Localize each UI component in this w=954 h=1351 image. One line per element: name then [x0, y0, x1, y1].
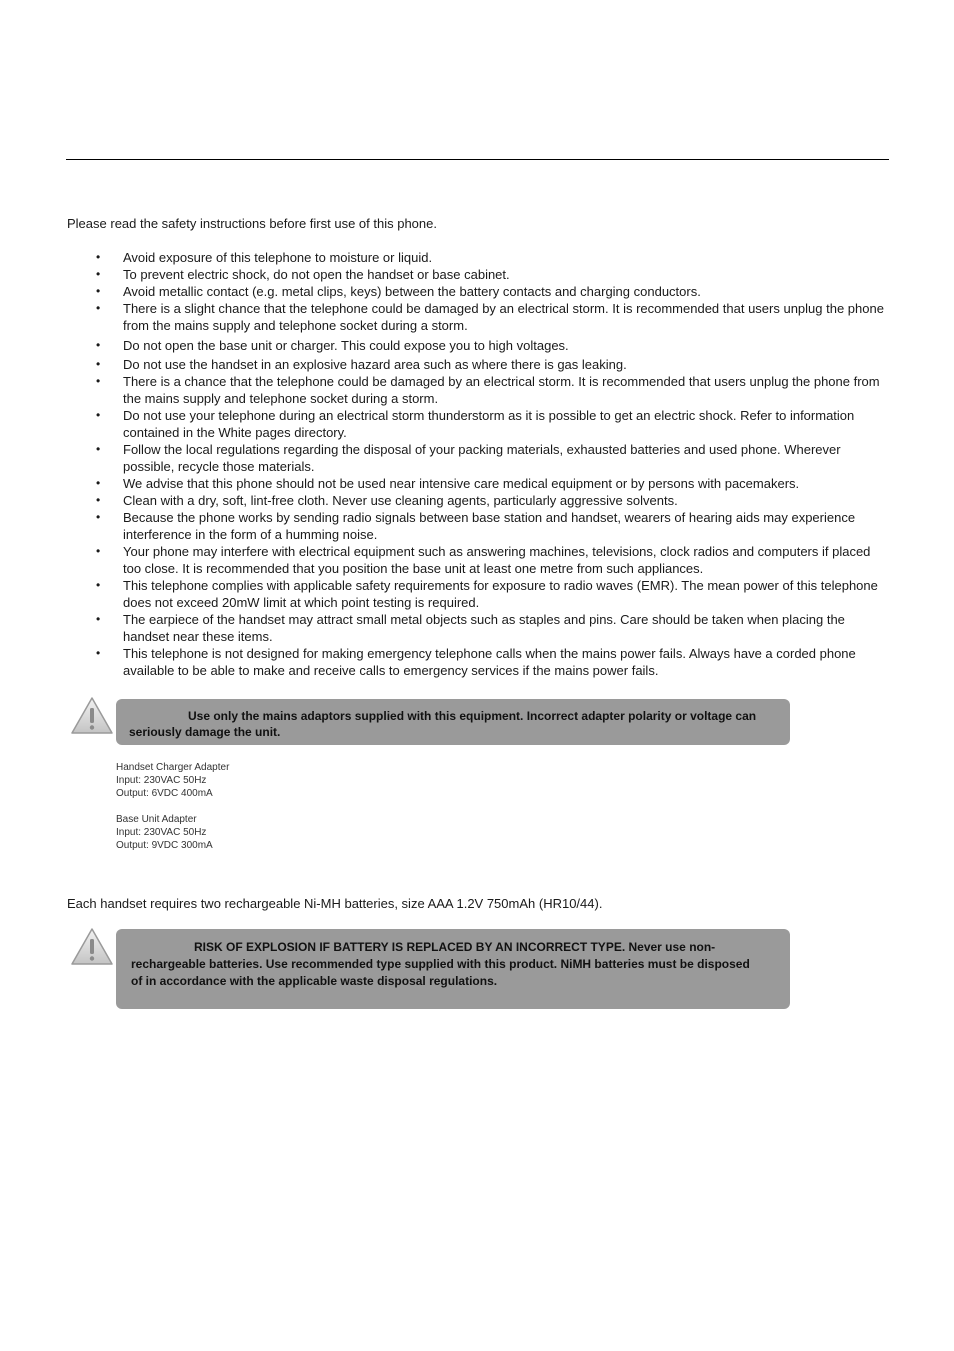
adapter-name: Handset Charger Adapter	[116, 762, 230, 773]
handset-adapter-spec	[116, 761, 229, 800]
list-item: • Avoid metallic contact (e.g. metal clips, keys) between the battery contacts and charging conductors.	[67, 283, 887, 300]
header-rule	[66, 159, 889, 160]
warning-icon	[70, 696, 114, 736]
warning-text-line: Use only the mains adaptors supplied with this equipment. Incorrect adapter polarity or voltage can	[188, 709, 757, 723]
warning-icon	[70, 927, 114, 967]
battery-text: Each handset requires two rechargeable Ni-MH batteries, size AAA 1.2V 750mAh (HR10/44).	[67, 896, 603, 911]
list-item: • Follow the local regulations regarding the disposal of your packing materials, exhausted batteries and used phone. Wherever possible, recycle those materials.	[67, 441, 887, 475]
list-item: • Avoid exposure of this telephone to moisture or liquid.	[67, 249, 887, 266]
warning-text-line: of in accordance with the applicable waste disposal regulations.	[131, 974, 498, 988]
safety-list	[67, 249, 887, 679]
list-item: • Because the phone works by sending radio signals between base station and handset, wearers of hearing aids may experience interference in the form of a humming noise.	[67, 509, 887, 543]
adapter-input: Input: 230VAC 50Hz	[116, 827, 207, 838]
list-item: • There is a slight chance that the telephone could be damaged by an electrical storm. It is recommended that users unplug the phone from the mains supply and telephone socket during a storm.	[67, 300, 887, 334]
adapter-input: Input: 230VAC 50Hz	[116, 775, 207, 786]
warning-text-line: RISK OF EXPLOSION IF BATTERY IS REPLACED BY AN INCORRECT TYPE. Never use non-	[194, 940, 716, 954]
warning-text-line: seriously damage the unit.	[129, 725, 281, 739]
list-item: • This telephone is not designed for making emergency telephone calls when the mains power fails. Always have a corded phone available to be able to make and receive calls to emergency services if the mains power fails.	[67, 645, 887, 679]
list-item: • We advise that this phone should not be used near intensive care medical equipment or by persons with pacemakers.	[67, 475, 887, 492]
list-item: • The earpiece of the handset may attract small metal objects such as staples and pins. Care should be taken when placing the handset near these items.	[67, 611, 887, 645]
list-item: • Do not use the handset in an explosive hazard area such as where there is gas leaking.	[67, 356, 887, 373]
list-item: • Do not use your telephone during an electrical storm thunderstorm as it is possible to get an electric shock. Refer to information contained in the White pages directory.	[67, 407, 887, 441]
list-item: • Your phone may interfere with electrical equipment such as answering machines, televisions, clock radios and computers if placed too close. It is recommended that you position the base unit at least one metre from such appliances.	[67, 543, 887, 577]
list-item: • To prevent electric shock, do not open the handset or base cabinet.	[67, 266, 887, 283]
base-adapter-spec	[116, 813, 213, 852]
list-item: • There is a chance that the telephone could be damaged by an electrical storm. It is recommended that users unplug the phone from the mains supply and telephone socket during a storm.	[67, 373, 887, 407]
list-item: • This telephone complies with applicable safety requirements for exposure to radio waves (EMR). The mean power of this telephone does not exceed 20mW limit at which point testing is required.	[67, 577, 887, 611]
battery-warning-box	[116, 929, 790, 1009]
warning-text-line: rechargeable batteries. Use recommended type supplied with this product. NiMH batteries must be disposed	[131, 957, 750, 971]
adapter-warning-box	[116, 699, 790, 745]
adapter-name: Base Unit Adapter	[116, 814, 197, 825]
adapter-output: Output: 6VDC 400mA	[116, 788, 213, 799]
list-item: • Do not open the base unit or charger. This could expose you to high voltages.	[67, 337, 887, 354]
list-item: • Clean with a dry, soft, lint-free cloth. Never use cleaning agents, particularly aggressive solvents.	[67, 492, 887, 509]
intro-text: Please read the safety instructions before first use of this phone.	[67, 216, 437, 231]
adapter-output: Output: 9VDC 300mA	[116, 840, 213, 851]
